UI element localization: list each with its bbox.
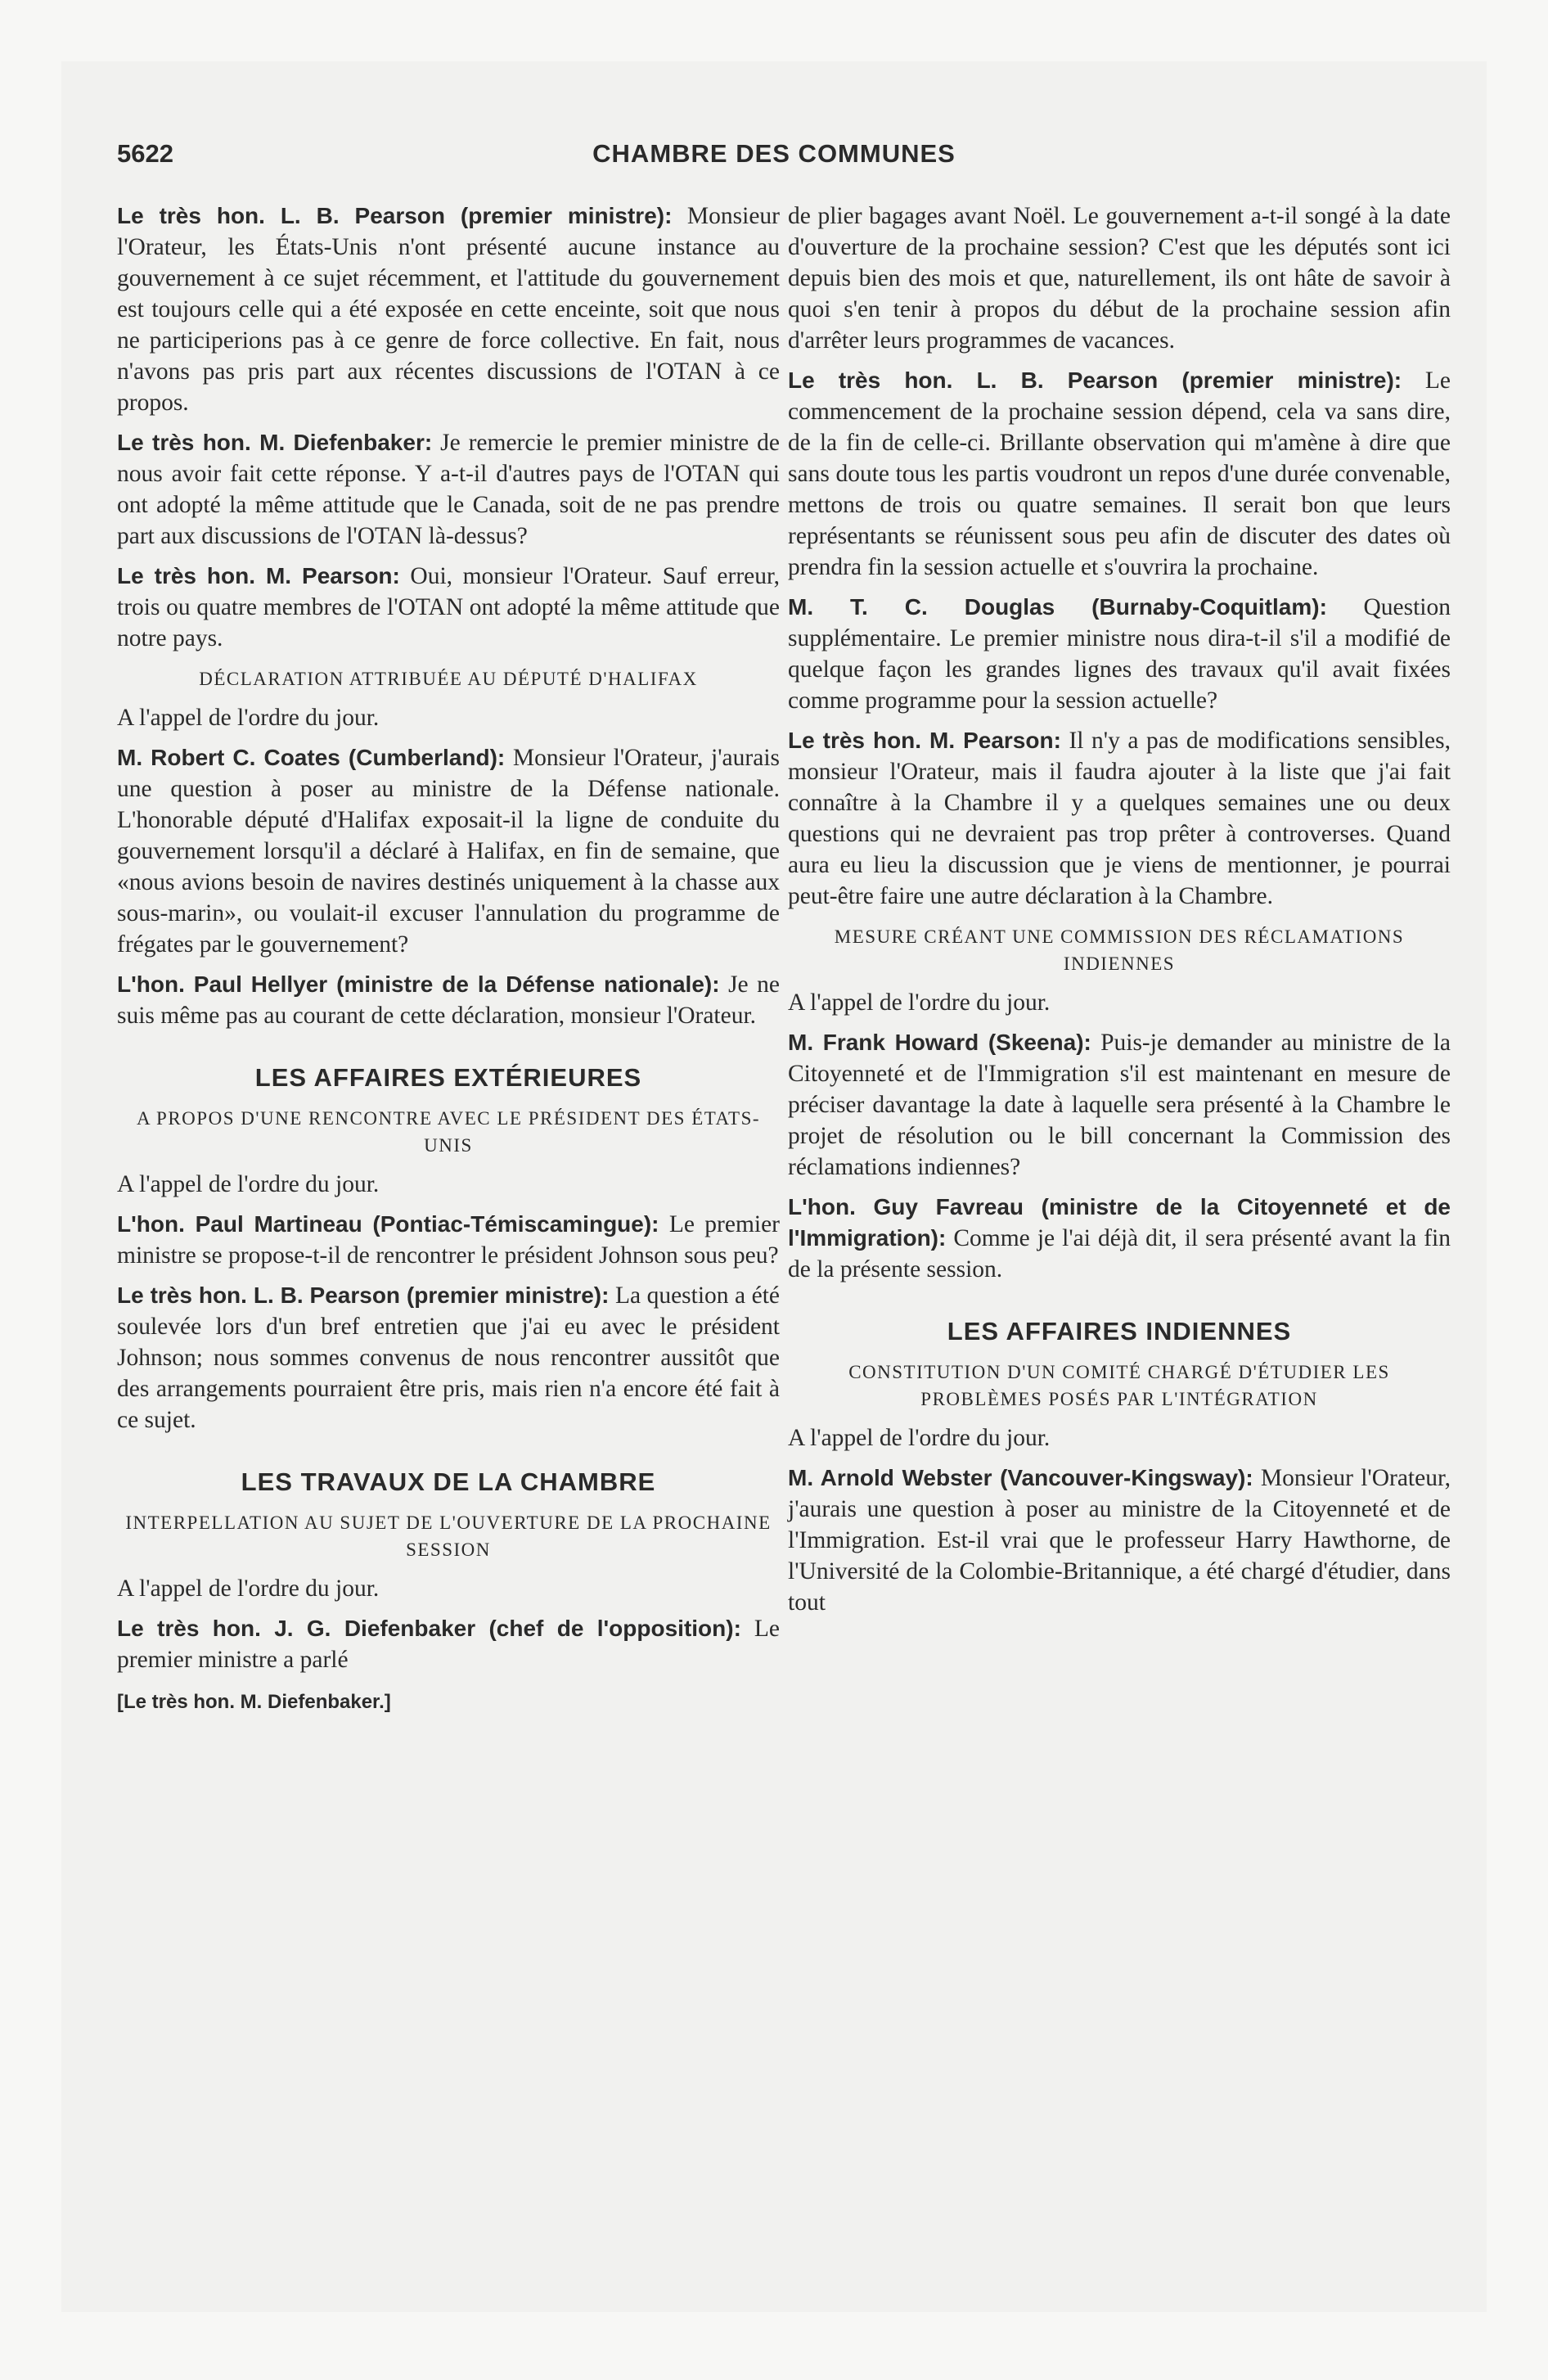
speaker-name: M. Arnold Webster (Vancouver-Kingsway):: [788, 1465, 1253, 1490]
left-column: [117, 201, 780, 1718]
paragraph: [788, 1463, 1451, 1618]
speaker-name: M. T. C. Douglas (Burnaby-Coquitlam):: [788, 594, 1327, 620]
section-heading: LES AFFAIRES EXTÉRIEURES: [254, 1063, 642, 1092]
paragraph: [788, 592, 1451, 716]
speaker-name: L'hon. Paul Hellyer (ministre de la Défense nationale):: [117, 971, 720, 997]
page-footer: [Le très hon. M. Diefenbaker.]: [117, 1691, 391, 1713]
section-heading: LES TRAVAUX DE LA CHAMBRE: [241, 1467, 656, 1496]
subheading: INTERPELLATION AU SUJET DE L'OUVERTURE DE LA PROCHAINE SESSION: [125, 1512, 772, 1560]
paragraph: [117, 1209, 780, 1271]
speaker-name: Le très hon. J. G. Diefenbaker (chef de l'opposition):: [117, 1616, 741, 1641]
speaker-name: Le très hon. M. Diefenbaker:: [117, 430, 433, 455]
procedure-note: A l'appel de l'ordre du jour.: [788, 989, 1051, 1016]
speech-text: Monsieur l'Orateur, j'aurais une question à poser au ministre de la Défense nationale. L'honorable député d'Halifax exposait-il la ligne de conduite du gouvernement lorsqu'il a déclaré à Halifax, en fin de semaine, que «nous avions besoin de navires destinés uniquement à la chasse aux sous-marin», ou voulait-il excuser l'annulation du programme de frégates par le gouvernement?: [117, 745, 780, 958]
speech-text: Le premier ministre se propose-t-il de rencontrer le président Johnson sous peu?: [117, 1211, 781, 1269]
paragraph: [117, 1613, 780, 1675]
speaker-name: Le très hon. L. B. Pearson (premier ministre):: [117, 1282, 610, 1308]
speech-text: Monsieur l'Orateur, les États-Unis n'ont présenté aucune instance au gouvernement à ce sujet récemment, et l'attitude du gouvernement est toujours celle qui a été exposée en cette enceinte, soit que nous ne participerions pas à ce genre de force collective. En fait, nous n'avons pas pris part aux récentes discussions de l'OTAN à ce propos.: [117, 203, 781, 416]
speech-text: Question supplémentaire. Le premier ministre nous dira-t-il s'il a modifié de quelque façon les grandes lignes des travaux qu'il avait fixées comme programme pour la session actuelle?: [788, 594, 1451, 714]
subheading: A PROPOS D'UNE RENCONTRE AVEC LE PRÉSIDENT DES ÉTATS-UNIS: [136, 1108, 761, 1156]
speech-text: La question a été soulevée lors d'un bref entretien que j'ai eu avec le président Johnson; nous sommes convenus de nous rencontrer aussitôt que des arrangements pourraient être pris, mais rien n'a encore été fait à ce sujet.: [117, 1282, 781, 1433]
procedure-note: A l'appel de l'ordre du jour.: [117, 705, 380, 731]
section-heading: LES AFFAIRES INDIENNES: [947, 1317, 1292, 1346]
speaker-name: Le très hon. M. Pearson:: [788, 728, 1061, 753]
procedure-note: A l'appel de l'ordre du jour.: [117, 1575, 380, 1602]
speech-text: Le commencement de la prochaine session dépend, cela va sans dire, de la fin de celle-ci. Brillante observation qui m'amène à dire que sans doute tous les partis voudront un repos d'une durée convenable, mettons de trois ou quatre semaines. Il serait bon que leurs représentants se réunissent sous peu afin de discuter des dates où prendra fin la session actuelle et s'ouvrira la prochaine.: [788, 367, 1451, 580]
speaker-name: M. Frank Howard (Skeena):: [788, 1030, 1091, 1055]
paragraph: [117, 742, 780, 960]
speaker-name: Le très hon. L. B. Pearson (premier ministre):: [117, 203, 673, 228]
page-header: [117, 139, 1431, 180]
speech-text: Comme je l'ai déjà dit, il sera présenté avant la fin de la présente session.: [788, 1225, 1451, 1282]
subheading: DÉCLARATION ATTRIBUÉE AU DÉPUTÉ D'HALIFAX: [199, 669, 698, 689]
speech-text: Je remercie le premier ministre de nous avoir fait cette réponse. Y a-t-il d'autres pays de l'OTAN qui ont adopté la même attitude que le Canada, soit de ne pas prendre part aux discussions de l'OTAN là-dessus?: [117, 430, 781, 549]
speech-text: Oui, monsieur l'Orateur. Sauf erreur, trois ou quatre membres de l'OTAN ont adopté la même attitude que notre pays.: [117, 563, 781, 651]
procedure-note: A l'appel de l'ordre du jour.: [788, 1425, 1051, 1451]
paragraph: [117, 427, 780, 552]
speech-text: Monsieur l'Orateur, j'aurais une question à poser au ministre de la Citoyenneté et de l'Immigration. Est-il vrai que le professeur Harry Hawthorne, de l'Université de la Colombie-Britannique, a été chargé d'étudier, dans tout: [788, 1465, 1451, 1616]
running-head: CHAMBRE DES COMMUNES: [592, 139, 956, 168]
paragraph: [117, 201, 780, 418]
speaker-name: L'hon. Paul Martineau (Pontiac-Témiscamingue):: [117, 1211, 659, 1237]
speech-text: Puis-je demander au ministre de la Citoyenneté et de l'Immigration s'il est maintenant en mesure de préciser davantage la date à laquelle sera présenté à la Chambre le projet de résolution ou le bill concernant la Commission des réclamations indiennes?: [788, 1030, 1451, 1180]
speaker-name: Le très hon. M. Pearson:: [117, 563, 400, 588]
page-number: 5622: [117, 139, 173, 168]
speaker-name: L'hon. Guy Favreau (ministre de la Citoyenneté et de l'Immigration):: [788, 1194, 1451, 1251]
paragraph: [788, 365, 1451, 583]
subheading: MESURE CRÉANT UNE COMMISSION DES RÉCLAMATIONS INDIENNES: [834, 926, 1405, 974]
paragraph: [788, 1027, 1451, 1183]
speech-text: Je ne suis même pas au courant de cette déclaration, monsieur l'Orateur.: [117, 971, 781, 1029]
paragraph: [117, 1280, 780, 1436]
right-column: [788, 201, 1451, 1627]
paragraph: [788, 1192, 1451, 1285]
procedure-note: A l'appel de l'ordre du jour.: [117, 1171, 380, 1197]
paragraph: [117, 561, 780, 654]
subheading: CONSTITUTION D'UN COMITÉ CHARGÉ D'ÉTUDIER LES PROBLÈMES POSÉS PAR L'INTÉGRATION: [848, 1362, 1390, 1409]
speech-text: Il n'y a pas de modifications sensibles, monsieur l'Orateur, mais il faudra ajouter à la liste que j'ai fait connaître à la Chambre il y a quelques semaines une ou deux questions qui ne devraient pas trop prêter à controverses. Quand aura eu lieu la discussion que je viens de mentionner, je pourrai peut-être faire une autre déclaration à la Chambre.: [788, 728, 1451, 909]
paragraph: de plier bagages avant Noël. Le gouvernement a-t-il songé à la date d'ouverture de la prochaine session? C'est que les députés sont ici depuis bien des mois et que, naturellement, ils ont hâte de savoir à quoi s'en tenir à propos du début de la prochaine session afin d'arrêter leurs programmes de vacances.: [788, 203, 1451, 354]
speaker-name: M. Robert C. Coates (Cumberland):: [117, 745, 506, 770]
paragraph: [117, 969, 780, 1031]
speech-text: Le premier ministre a parlé: [117, 1616, 780, 1673]
speaker-name: Le très hon. L. B. Pearson (premier ministre):: [788, 367, 1402, 393]
paragraph: [788, 725, 1451, 912]
hansard-page: [61, 61, 1487, 2312]
